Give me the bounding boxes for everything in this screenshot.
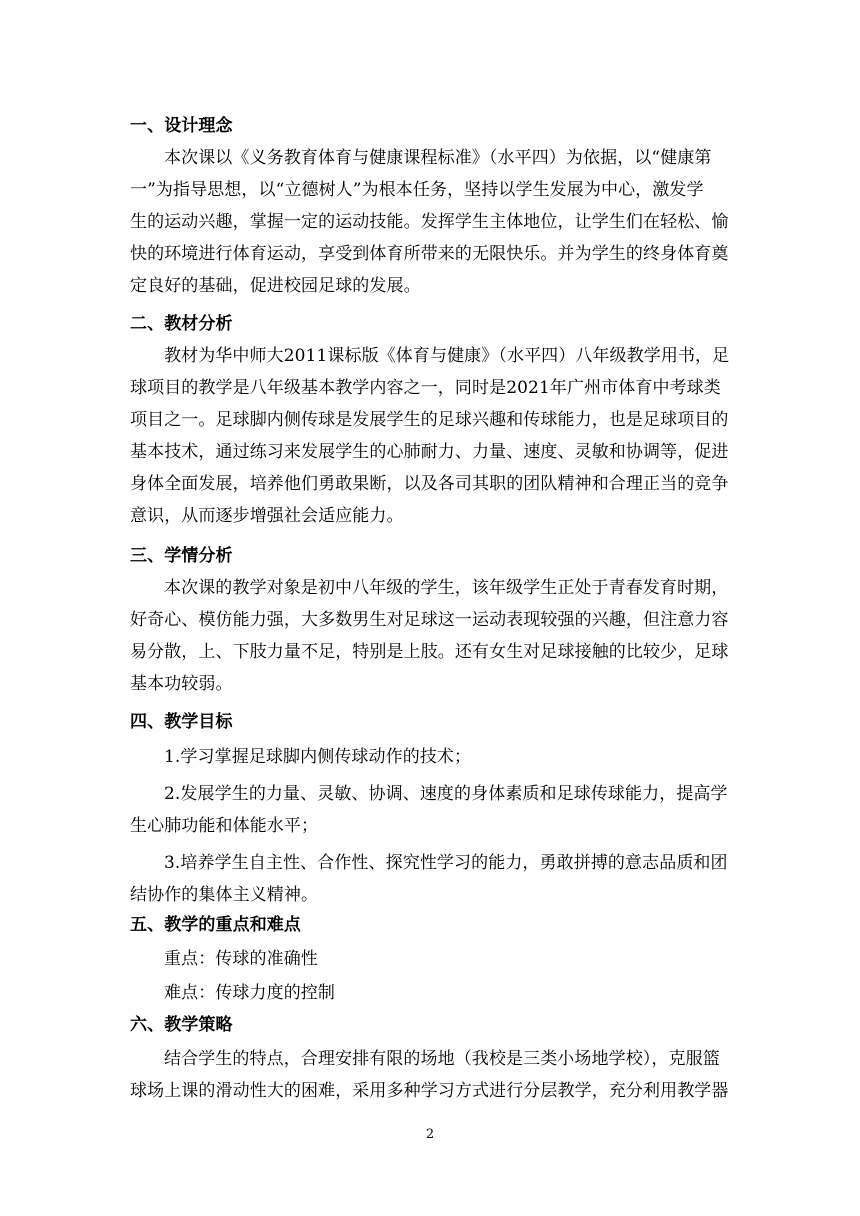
paragraph-line: 易分散，上、下肢力量不足，特别是上肢。还有女生对足球接触的比较少，足球 bbox=[130, 642, 729, 662]
page-number: 2 bbox=[425, 1127, 435, 1142]
section-heading-teaching-objectives: 四、教学目标 bbox=[130, 712, 233, 732]
section-heading-key-points: 五、教学的重点和难点 bbox=[130, 915, 301, 935]
difficult-point: 难点：传球力度的控制 bbox=[164, 983, 335, 1003]
paragraph-line: 生的运动兴趣，掌握一定的运动技能。发挥学生主体地位，让学生们在轻松、愉 bbox=[130, 212, 729, 232]
paragraph-line: 一”为指导思想，以“立德树人”为根本任务，坚持以学生发展为中心，激发学 bbox=[130, 180, 704, 200]
paragraph-line: 基本功较弱。 bbox=[130, 674, 233, 694]
section-heading-teaching-strategy: 六、教学策略 bbox=[130, 1015, 233, 1035]
paragraph-line: 结协作的集体主义精神。 bbox=[130, 885, 319, 905]
paragraph-line: 本次课的教学对象是初中八年级的学生，该年级学生正处于青春发育时期， bbox=[164, 578, 729, 598]
paragraph-line: 球场上课的滑动性大的困难，采用多种学习方式进行分层教学，充分利用教学器 bbox=[130, 1081, 729, 1101]
objective-item: 3.培养学生自主性、合作性、探究性学习的能力，勇敢拼搏的意志品质和团 bbox=[164, 853, 728, 873]
paragraph-line: 项目之一。足球脚内侧传球是发展学生的足球兴趣和传球能力，也是足球项目的 bbox=[130, 410, 729, 430]
paragraph-line: 基本技术，通过练习来发展学生的心肺耐力、力量、速度、灵敏和协调等，促进 bbox=[130, 442, 729, 462]
paragraph-line: 快的环境进行体育运动，享受到体育所带来的无限快乐。并为学生的终身体育奠 bbox=[130, 244, 729, 264]
paragraph-line: 结合学生的特点，合理安排有限的场地（我校是三类小场地学校），克服篮 bbox=[164, 1049, 720, 1069]
section-heading-design-concept: 一、设计理念 bbox=[130, 116, 233, 136]
paragraph-line: 好奇心、模仿能力强，大多数男生对足球这一运动表现较强的兴趣，但注意力容 bbox=[130, 610, 729, 630]
paragraph-line: 生心肺功能和体能水平； bbox=[130, 816, 319, 836]
section-heading-learner-analysis: 三、学情分析 bbox=[130, 546, 233, 566]
key-point: 重点：传球的准确性 bbox=[164, 949, 318, 969]
paragraph-line: 本次课以《义务教育体育与健康课程标准》（水平四）为依据，以“健康第 bbox=[164, 148, 712, 168]
paragraph-line: 球项目的教学是八年级基本教学内容之一，同时是2021年广州市体育中考球类 bbox=[130, 378, 721, 398]
paragraph-line: 定良好的基础，促进校园足球的发展。 bbox=[130, 276, 421, 296]
objective-item: 2.发展学生的力量、灵敏、协调、速度的身体素质和足球传球能力，提高学 bbox=[164, 784, 728, 804]
section-heading-material-analysis: 二、教材分析 bbox=[130, 314, 233, 334]
paragraph-line: 身体全面发展，培养他们勇敢果断，以及各司其职的团队精神和合理正当的竞争 bbox=[130, 474, 729, 494]
objective-item: 1.学习掌握足球脚内侧传球动作的技术； bbox=[164, 747, 472, 767]
paragraph-line: 教材为华中师大2011课标版《体育与健康》（水平四）八年级教学用书，足 bbox=[164, 346, 730, 366]
paragraph-line: 意识，从而逐步增强社会适应能力。 bbox=[130, 506, 404, 526]
